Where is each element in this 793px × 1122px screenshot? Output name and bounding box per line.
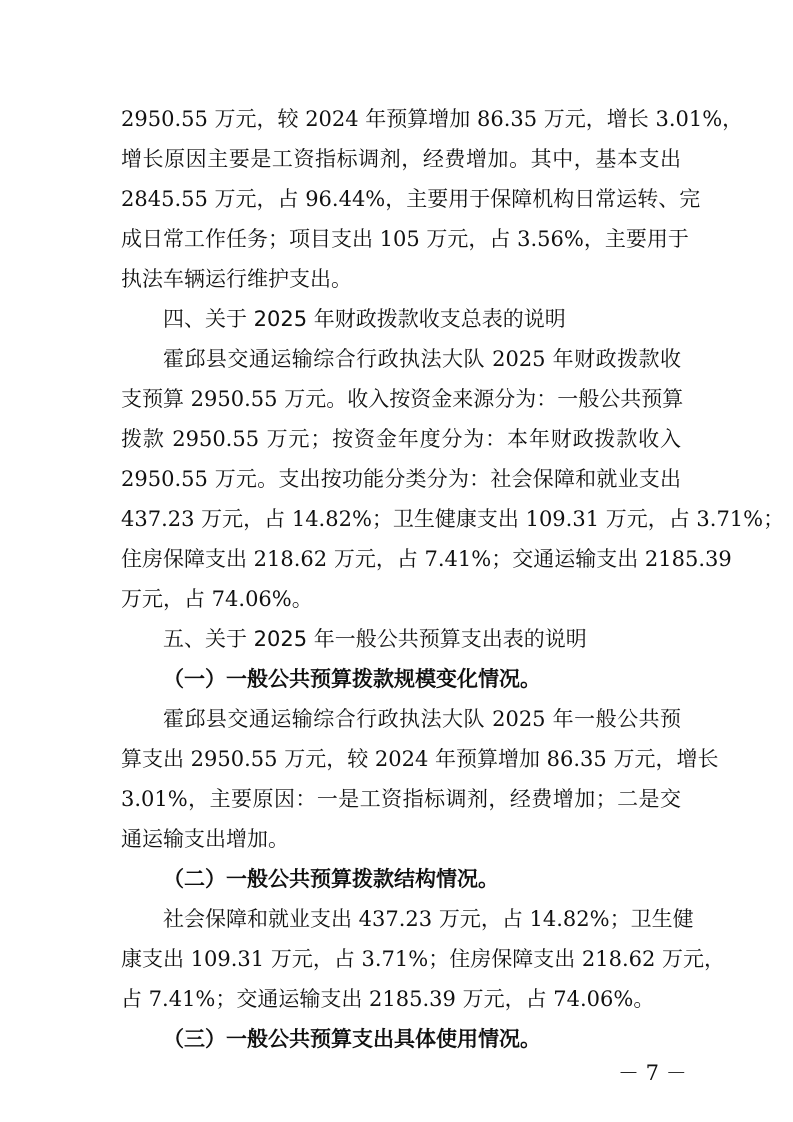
section-heading-4: 四、关于 2025 年财政拨款收支总表的说明 [163, 307, 566, 331]
body-text-line: 2845.55 万元，占 96.44%，主要用于保障机构日常运转、完 [121, 187, 701, 211]
body-text-line: 成日常工作任务；项目支出 105 万元，占 3.56%，主要用于 [121, 227, 689, 251]
body-text-line: 2950.55 万元，较 2024 年预算增加 86.35 万元，增长 3.01%， [121, 107, 744, 131]
subsection-heading-1: （一）一般公共预算拨款规模变化情况。 [163, 666, 541, 691]
body-text-line: 增长原因主要是工资指标调剂，经费增加。其中，基本支出 [121, 147, 681, 171]
body-text-line: 占 7.41%；交通运输支出 2185.39 万元，占 74.06%。 [121, 987, 655, 1011]
body-text-line: 通运输支出增加。 [121, 827, 289, 851]
body-text-line: 支预算 2950.55 万元。收入按资金来源分为：一般公共预算 [121, 387, 684, 411]
section-heading-5: 五、关于 2025 年一般公共预算支出表的说明 [163, 627, 587, 651]
body-text-line: 算支出 2950.55 万元，较 2024 年预算增加 86.35 万元，增长 [121, 747, 719, 771]
body-text-line: 社会保障和就业支出 437.23 万元，占 14.82%；卫生健 [163, 907, 694, 931]
subsection-heading-3: （三）一般公共预算支出具体使用情况。 [163, 1026, 541, 1051]
body-text-line: 执法车辆运行维护支出。 [121, 267, 352, 291]
body-text-line: 万元，占 74.06%。 [121, 587, 313, 611]
page-number: － 7 － [618, 1061, 687, 1085]
body-text-line: 2950.55 万元。支出按功能分类分为：社会保障和就业支出 [121, 467, 681, 491]
body-text-line: 霍邱县交通运输综合行政执法大队 2025 年一般公共预 [163, 707, 681, 731]
body-text-line: 霍邱县交通运输综合行政执法大队 2025 年财政拨款收 [163, 347, 681, 371]
body-text-line: 康支出 109.31 万元，占 3.71%；住房保障支出 218.62 万元， [121, 947, 726, 971]
body-text-line: 拨款 2950.55 万元；按资金年度分为：本年财政拨款收入 [121, 427, 681, 451]
body-text-line: 3.01%，主要原因：一是工资指标调剂，经费增加；二是交 [121, 787, 681, 811]
body-text-line: 住房保障支出 218.62 万元，占 7.41%；交通运输支出 2185.39 [121, 547, 732, 571]
subsection-heading-2: （二）一般公共预算拨款结构情况。 [163, 866, 499, 891]
body-text-line: 437.23 万元，占 14.82%；卫生健康支出 109.31 万元，占 3.71%； [121, 507, 785, 531]
